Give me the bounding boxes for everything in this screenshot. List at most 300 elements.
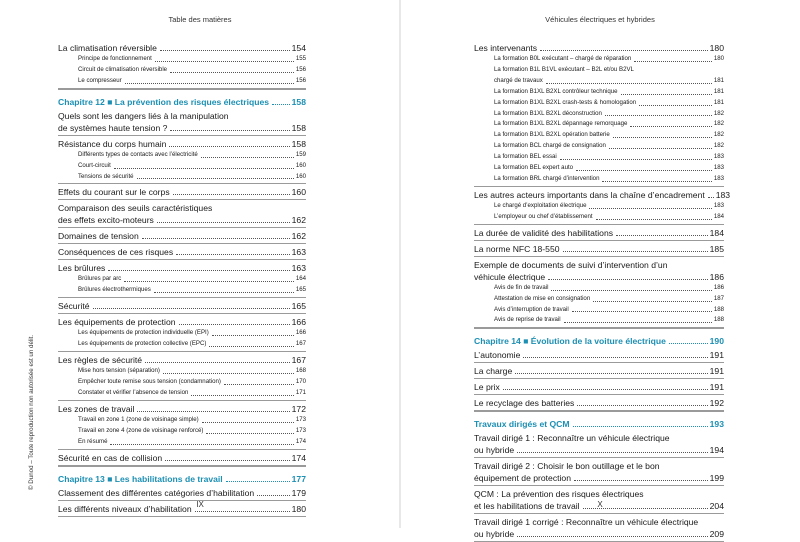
toc-entry xyxy=(474,189,731,201)
toc-page-number: 180 xyxy=(291,503,306,514)
toc-page-number: 174 xyxy=(295,437,306,445)
dot-leader xyxy=(563,251,708,252)
toc-page-number: 183 xyxy=(713,201,724,209)
copyright-notice: © Dunod – Toute reproduction non autorisée est un délit. xyxy=(28,334,35,490)
toc-subentry xyxy=(58,339,306,350)
toc-entry-title: Brûlures par arc xyxy=(78,275,122,283)
toc-page-number: 193 xyxy=(709,419,724,430)
toc-entry-title: Brûlures électrothermiques xyxy=(78,286,151,294)
toc-page-number: 181 xyxy=(713,76,724,84)
dot-leader xyxy=(596,219,712,220)
dot-leader xyxy=(226,481,290,482)
toc-page-number: 167 xyxy=(291,355,306,366)
toc-chapter-heading xyxy=(58,96,306,108)
toc-entry-title: Classement des différentes catégories d’habilitation xyxy=(58,487,255,498)
toc-subentry xyxy=(58,388,306,399)
toc-page-number: 190 xyxy=(709,336,724,347)
dot-leader xyxy=(574,480,708,481)
toc-entry-title: Chapitre 13 ■ Les habilitations de travail xyxy=(58,473,223,484)
dot-leader xyxy=(605,115,712,116)
toc-entry-title: La climatisation réversible xyxy=(58,43,157,53)
dot-leader xyxy=(201,157,294,158)
table-of-contents xyxy=(58,40,306,517)
toc-subentry xyxy=(474,201,724,212)
entry-rule xyxy=(58,449,306,450)
toc-entry-title: La formation B1XL B2XL déconstruction xyxy=(494,109,602,117)
toc-page-number: 162 xyxy=(291,231,306,242)
entry-rule xyxy=(58,516,306,517)
toc-page-number: 159 xyxy=(295,150,306,158)
dot-leader xyxy=(206,433,293,434)
toc-subentry xyxy=(474,98,724,109)
toc-entry-title: La formation BEL essai xyxy=(494,153,557,161)
entry-rule xyxy=(58,243,306,244)
entry-rule xyxy=(58,199,306,200)
toc-entry-title: La norme NFC 18-550 xyxy=(474,243,560,254)
toc-entry-title-line: Comparaison des seuils caractéristiques xyxy=(58,203,213,214)
toc-page-number: 187 xyxy=(713,294,724,302)
toc-entry xyxy=(58,403,306,415)
toc-page-number: 204 xyxy=(709,501,724,512)
entry-rule xyxy=(474,224,724,225)
dot-leader xyxy=(573,426,708,427)
dot-leader xyxy=(170,130,289,131)
toc-page-number: 184 xyxy=(709,227,724,238)
toc-page-number: 181 xyxy=(713,98,724,106)
toc-page-number: 167 xyxy=(295,340,306,348)
toc-entry-title: Le compresseur xyxy=(78,76,122,84)
entry-rule xyxy=(58,259,306,260)
entry-rule xyxy=(58,351,306,352)
dot-leader xyxy=(609,148,712,149)
toc-entry-title: équipement de protection xyxy=(474,473,571,484)
toc-page-number: 191 xyxy=(709,350,724,361)
toc-page-number: 182 xyxy=(713,142,724,150)
dot-leader xyxy=(639,105,712,106)
toc-page-number: 199 xyxy=(709,473,724,484)
toc-entry-title: Les différents niveaux d’habilitation xyxy=(58,503,192,514)
toc-page-number: 186 xyxy=(709,271,724,282)
toc-entry-title: Les équipements de protection individuelle (EPI) xyxy=(78,329,209,337)
toc-entry-title-line: Quels sont les dangers liés à la manipulation xyxy=(58,110,229,121)
toc-subentry xyxy=(474,54,724,65)
page-number: IX xyxy=(196,500,204,509)
dot-leader xyxy=(616,235,708,236)
dot-leader xyxy=(195,511,290,512)
toc-entry-title-line: La formation B1L B1VL exécutant – B2L et/ou B2VL xyxy=(494,65,634,73)
dot-leader xyxy=(572,311,712,312)
toc-entry-title: La formation BRL chargé d’intervention xyxy=(494,174,600,182)
toc-page-number: 174 xyxy=(291,452,306,463)
entry-rule xyxy=(58,297,306,298)
toc-entry xyxy=(58,186,306,198)
toc-entry xyxy=(474,259,724,283)
toc-subentry xyxy=(474,174,724,185)
dot-leader xyxy=(634,61,712,62)
entry-rule xyxy=(58,227,306,228)
dot-leader xyxy=(142,238,290,239)
toc-entry-title: Constater et vérifier l’absence de tension xyxy=(78,388,189,396)
right-page xyxy=(400,0,800,540)
dot-leader xyxy=(160,50,290,51)
dot-leader xyxy=(163,373,294,374)
toc-entry-title: Travail en zone 4 (zone de voisinage renforcé) xyxy=(78,426,204,434)
dot-leader xyxy=(589,208,711,209)
entry-rule xyxy=(474,186,724,187)
dot-leader xyxy=(517,536,708,537)
dot-leader xyxy=(257,495,289,496)
toc-entry-title: ou hybride xyxy=(474,529,515,540)
toc-page-number: 154 xyxy=(291,43,306,53)
toc-entry xyxy=(474,349,724,361)
toc-entry-title: Avis de reprise de travail xyxy=(494,316,561,324)
dot-leader xyxy=(124,281,293,282)
dot-leader xyxy=(125,83,294,84)
dot-leader xyxy=(551,290,711,291)
toc-entry-title: Chapitre 12 ■ La prévention des risques électriques xyxy=(58,96,270,107)
toc-subentry xyxy=(474,109,724,120)
toc-entry-title: et les habilitations de travail xyxy=(474,501,580,512)
dot-leader xyxy=(560,159,712,160)
toc-page-number: 209 xyxy=(709,529,724,540)
entry-rule xyxy=(474,362,724,363)
toc-page-number: 173 xyxy=(295,426,306,434)
toc-page-number: 160 xyxy=(295,172,306,180)
toc-subentry xyxy=(474,141,724,152)
toc-entry-title: En résumé xyxy=(78,437,108,445)
toc-subentry xyxy=(474,315,724,326)
toc-entry-title: véhicule électrique xyxy=(474,271,546,282)
toc-page-number: 168 xyxy=(295,367,306,375)
toc-chapter-heading xyxy=(474,418,724,430)
page-number: X xyxy=(597,500,603,509)
toc-page-number: 183 xyxy=(713,153,724,161)
toc-entry-title: Le recyclage des batteries xyxy=(474,398,575,409)
table-of-contents xyxy=(474,40,731,542)
toc-entry-title: Domaines de tension xyxy=(58,231,139,242)
toc-entry xyxy=(58,230,306,242)
toc-entry xyxy=(58,262,306,274)
toc-entry-title: Le prix xyxy=(474,382,500,393)
toc-entry-title: Résistance du corps humain xyxy=(58,138,167,149)
toc-entry-title: Circuit de climatisation réversible xyxy=(78,65,168,73)
toc-page-number: 163 xyxy=(291,263,306,274)
toc-page-number: 172 xyxy=(291,403,306,414)
dot-leader xyxy=(145,362,290,363)
dot-leader xyxy=(209,346,293,347)
dot-leader xyxy=(613,137,712,138)
toc-entry xyxy=(474,397,724,409)
toc-page-number: 165 xyxy=(295,286,306,294)
dot-leader xyxy=(165,460,290,461)
dot-leader xyxy=(137,178,294,179)
toc-entry xyxy=(58,138,306,150)
toc-entry-title: La formation B1XL B2XL dépannage remorquage xyxy=(494,120,628,128)
toc-subentry xyxy=(474,305,724,316)
toc-entry xyxy=(58,300,306,312)
toc-entry xyxy=(474,365,724,377)
entry-rule xyxy=(474,513,724,514)
entry-rule xyxy=(58,400,306,401)
dot-leader xyxy=(576,170,712,171)
toc-entry-title: Le chargé d’exploitation électrique xyxy=(494,201,587,209)
toc-entry-title: Mise hors tension (séparation) xyxy=(78,367,160,375)
toc-entry-title: La charge xyxy=(474,366,513,377)
toc-entry-title-line: Travail dirigé 1 : Reconnaître un véhicule électrique xyxy=(474,433,670,444)
toc-subentry xyxy=(58,366,306,377)
dot-leader xyxy=(708,197,714,198)
toc-page-number: 186 xyxy=(713,283,724,291)
entry-rule xyxy=(474,457,724,458)
toc-page-number: 155 xyxy=(295,55,306,62)
toc-subentry xyxy=(474,65,724,87)
toc-entry xyxy=(58,42,306,54)
toc-page-number: 158 xyxy=(291,96,306,107)
toc-page-number: 180 xyxy=(709,43,724,53)
toc-entry xyxy=(58,110,306,134)
toc-page-number: 182 xyxy=(713,131,724,139)
toc-entry-title: Court-circuit xyxy=(78,161,111,169)
toc-page-number: 177 xyxy=(291,473,306,484)
dot-leader xyxy=(224,384,294,385)
toc-page-number: 164 xyxy=(295,275,306,283)
dot-leader xyxy=(154,292,294,293)
toc-subentry xyxy=(58,161,306,172)
running-head: Véhicules électriques et hybrides xyxy=(545,15,655,24)
dot-leader xyxy=(191,395,293,396)
toc-page-number: 184 xyxy=(713,212,724,220)
toc-page-number: 162 xyxy=(291,215,306,226)
toc-entry xyxy=(474,460,724,484)
toc-entry xyxy=(58,246,306,258)
toc-entry-title: La formation BCL chargé de consignation xyxy=(494,142,606,150)
toc-entry-title: Sécurité xyxy=(58,301,90,312)
chapter-rule xyxy=(58,466,306,467)
toc-page-number: 166 xyxy=(295,329,306,337)
dot-leader xyxy=(173,194,290,195)
toc-page-number: 188 xyxy=(713,316,724,324)
toc-entry-title: La formation B1XL B2XL contrôleur technique xyxy=(494,87,618,95)
toc-entry-title: Empêcher toute remise sous tension (condamnation) xyxy=(78,377,221,385)
toc-page-number: 183 xyxy=(715,189,731,200)
dot-leader xyxy=(202,422,294,423)
toc-page-number: 171 xyxy=(295,388,306,396)
toc-subentry xyxy=(474,130,724,141)
toc-page-number: 158 xyxy=(291,138,306,149)
toc-entry xyxy=(58,354,306,366)
toc-page-number: 179 xyxy=(291,487,306,498)
toc-page-number: 183 xyxy=(713,174,724,182)
toc-entry-title-line: Travail dirigé 1 corrigé : Reconnaître un véhicule électrique xyxy=(474,517,699,528)
toc-entry-title: La formation BEL expert auto xyxy=(494,164,574,172)
toc-page-number: 185 xyxy=(709,243,724,254)
dot-leader xyxy=(546,83,712,84)
toc-entry-title: Avis d’interruption de travail xyxy=(494,305,569,313)
left-page xyxy=(0,0,400,528)
toc-page-number: 192 xyxy=(709,398,724,409)
dot-leader xyxy=(517,452,708,453)
toc-subentry xyxy=(58,65,306,76)
toc-entry-title: Les autres acteurs importants dans la chaîne d’encadrement xyxy=(474,189,705,200)
toc-entry-title-line: Travail dirigé 2 : Choisir le bon outillage et le bon xyxy=(474,461,660,472)
toc-entry-title: La formation B1XL B2XL crash-tests & homologation xyxy=(494,98,637,106)
toc-entry-title: chargé de travaux xyxy=(494,76,543,84)
dot-leader xyxy=(669,343,708,344)
toc-entry xyxy=(474,243,724,255)
dot-leader xyxy=(108,270,289,271)
toc-entry xyxy=(58,202,306,226)
toc-entry xyxy=(58,316,306,328)
entry-rule xyxy=(474,394,724,395)
chapter-rule xyxy=(58,89,306,90)
dot-leader xyxy=(593,301,712,302)
toc-subentry xyxy=(58,377,306,388)
toc-page-number: 183 xyxy=(713,164,724,172)
toc-page-number: 180 xyxy=(713,55,724,62)
toc-entry-title: Avis de fin de travail xyxy=(494,283,549,291)
toc-page-number: 160 xyxy=(291,187,306,198)
toc-entry-title: La formation B1XL B2XL opération batterie xyxy=(494,131,610,139)
toc-entry-title: Attestation de mise en consignation xyxy=(494,294,591,302)
chapter-rule xyxy=(474,411,724,412)
toc-subentry xyxy=(58,285,306,296)
toc-subentry xyxy=(58,426,306,437)
dot-leader xyxy=(212,335,294,336)
toc-entry xyxy=(58,452,306,464)
toc-entry xyxy=(474,227,724,239)
toc-page-number: 170 xyxy=(295,377,306,385)
toc-subentry xyxy=(474,152,724,163)
toc-subentry xyxy=(474,87,724,98)
dot-leader xyxy=(564,322,712,323)
toc-entry-title: Les brûlures xyxy=(58,263,106,274)
toc-entry xyxy=(474,516,724,540)
dot-leader xyxy=(630,126,711,127)
toc-entry-title: Sécurité en cas de collision xyxy=(58,452,163,463)
toc-chapter-heading xyxy=(474,335,724,347)
toc-page-number: 182 xyxy=(713,120,724,128)
toc-subentry xyxy=(58,415,306,426)
dot-leader xyxy=(169,146,289,147)
toc-entry-title: La durée de validité des habilitations xyxy=(474,227,614,238)
toc-subentry xyxy=(58,172,306,183)
toc-page-number: 156 xyxy=(295,76,306,84)
toc-entry-title: de systèmes haute tension ? xyxy=(58,122,168,133)
toc-page-number: 191 xyxy=(709,366,724,377)
dot-leader xyxy=(93,308,290,309)
dot-leader xyxy=(548,279,707,280)
dot-leader xyxy=(179,324,290,325)
toc-page-number: 158 xyxy=(291,122,306,133)
toc-page-number: 194 xyxy=(709,445,724,456)
entry-rule xyxy=(58,183,306,184)
dot-leader xyxy=(515,373,707,374)
toc-page-number: 173 xyxy=(295,415,306,423)
toc-entry xyxy=(58,487,306,499)
toc-entry-title: Les équipements de protection xyxy=(58,317,176,328)
dot-leader xyxy=(621,94,712,95)
toc-entry xyxy=(474,42,724,54)
toc-subentry xyxy=(58,328,306,339)
toc-entry-title-line: QCM : La prévention des risques électriques xyxy=(474,489,644,500)
toc-page-number: 166 xyxy=(291,317,306,328)
chapter-rule xyxy=(474,328,724,329)
toc-page-number: 165 xyxy=(291,301,306,312)
toc-entry xyxy=(474,381,724,393)
toc-subentry xyxy=(58,54,306,65)
toc-subentry xyxy=(58,76,306,87)
toc-entry-title: L’employeur ou chef d’établissement xyxy=(494,212,593,220)
toc-page-number: 182 xyxy=(713,109,724,117)
dot-leader xyxy=(523,357,707,358)
dot-leader xyxy=(157,222,290,223)
dot-leader xyxy=(110,444,293,445)
dot-leader xyxy=(272,104,290,105)
toc-page-number: 191 xyxy=(709,382,724,393)
entry-rule xyxy=(474,378,724,379)
toc-entry-title: Les intervenants xyxy=(474,43,538,53)
toc-subentry xyxy=(58,437,306,448)
dot-leader xyxy=(503,389,708,390)
toc-entry-title: Principe de fonctionnement xyxy=(78,55,152,62)
entry-rule xyxy=(58,313,306,314)
toc-entry-title: des effets excito-moteurs xyxy=(58,215,154,226)
toc-entry-title: L’autonomie xyxy=(474,350,521,361)
entry-rule xyxy=(58,135,306,136)
entry-rule xyxy=(474,240,724,241)
toc-entry-title: Travaux dirigés et QCM xyxy=(474,419,570,430)
toc-page-number: 156 xyxy=(295,65,306,73)
toc-entry xyxy=(474,432,724,456)
dot-leader xyxy=(155,61,294,62)
toc-subentry xyxy=(58,150,306,161)
toc-page-number: 188 xyxy=(713,305,724,313)
dot-leader xyxy=(577,405,707,406)
toc-page-number: 163 xyxy=(291,247,306,258)
toc-subentry xyxy=(474,283,724,294)
toc-entry-title: Travail en zone 1 (zone de voisinage simple) xyxy=(78,415,199,423)
toc-entry-title: ou hybride xyxy=(474,445,515,456)
toc-page-number: 181 xyxy=(713,87,724,95)
toc-subentry xyxy=(474,119,724,130)
toc-entry-title: Les zones de travail xyxy=(58,403,135,414)
toc-page-number: 160 xyxy=(295,161,306,169)
toc-entry-title: Effets du courant sur le corps xyxy=(58,187,170,198)
toc-subentry xyxy=(474,294,724,305)
dot-leader xyxy=(602,181,711,182)
running-head: Table des matières xyxy=(168,15,232,24)
dot-leader xyxy=(540,50,708,51)
toc-entry-title: Conséquences de ces risques xyxy=(58,247,174,258)
dot-leader xyxy=(114,168,294,169)
toc-subentry xyxy=(474,163,724,174)
toc-entry-title: Chapitre 14 ■ Évolution de la voiture électrique xyxy=(474,336,666,347)
dot-leader xyxy=(137,411,289,412)
toc-entry-title: Les équipements de protection collective (EPC) xyxy=(78,340,207,348)
entry-rule xyxy=(474,485,724,486)
toc-subentry xyxy=(58,274,306,285)
toc-entry-title-line: Exemple de documents de suivi d’intervention d’un xyxy=(474,259,668,270)
toc-entry-title: Différents types de contacts avec l’électricité xyxy=(78,150,198,158)
entry-rule xyxy=(474,256,724,257)
toc-entry-title: Tensions de sécurité xyxy=(78,172,134,180)
toc-subentry xyxy=(474,212,724,223)
dot-leader xyxy=(170,72,294,73)
dot-leader xyxy=(176,254,290,255)
toc-entry-title: La formation B0L exécutant – chargé de réparation xyxy=(494,55,632,62)
toc-entry-title: Les règles de sécurité xyxy=(58,355,143,366)
toc-chapter-heading xyxy=(58,473,306,485)
